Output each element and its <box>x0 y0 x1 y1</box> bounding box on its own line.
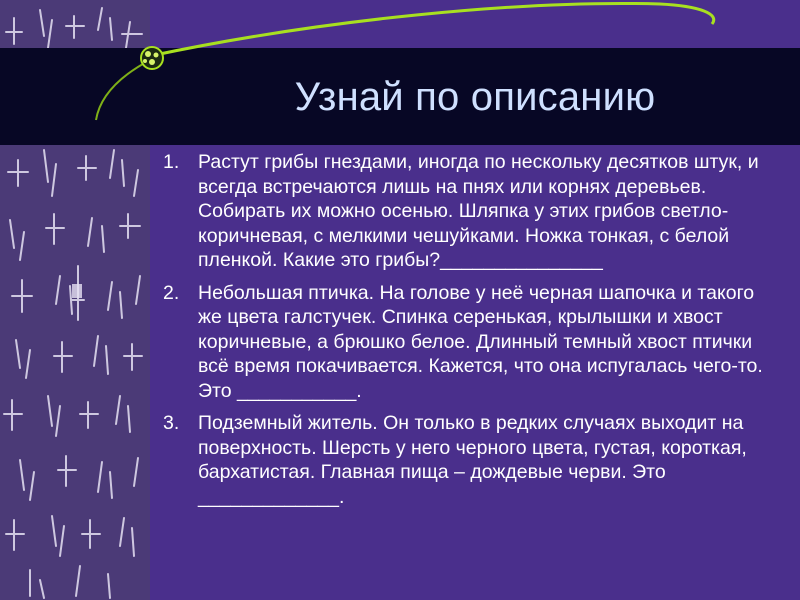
item-number: 3. <box>163 412 180 434</box>
item-number: 2. <box>163 281 180 304</box>
item-text: Растут грибы гнездами, иногда по нескольку десятков штук, и всегда встречаются лишь на пнях или корнях деревьев. Собирать их можно осенью. Шляпка у этих грибов светло-коричневая, с мелкими чешуйками. Ножка тонкая, с белой пленкой. Какие это грибы?_______________ <box>198 151 759 271</box>
list-item <box>163 281 783 404</box>
slide-title: Узнай по описанию <box>294 74 656 119</box>
list-item <box>163 150 783 273</box>
item-text: Небольшая птичка. На голове у неё черная шапочка и такого же цвета галстучек. Спинка серенькая, крылышки и хвост коричневые, а брюшко белое. Длинный темный хвост птички всё время покачивается. Кажется, что она испугалась чего-то. Это ___________. <box>198 281 763 402</box>
list-item <box>163 411 783 509</box>
item-number: 1. <box>163 151 180 173</box>
item-text: Подземный житель. Он только в редких случаях выходит на поверхность. Шерсть у него черного цвета, густая, короткая, бархатистая. Главная пища – дождевые черви. Это _____________. <box>198 412 747 508</box>
content-list <box>163 150 783 517</box>
